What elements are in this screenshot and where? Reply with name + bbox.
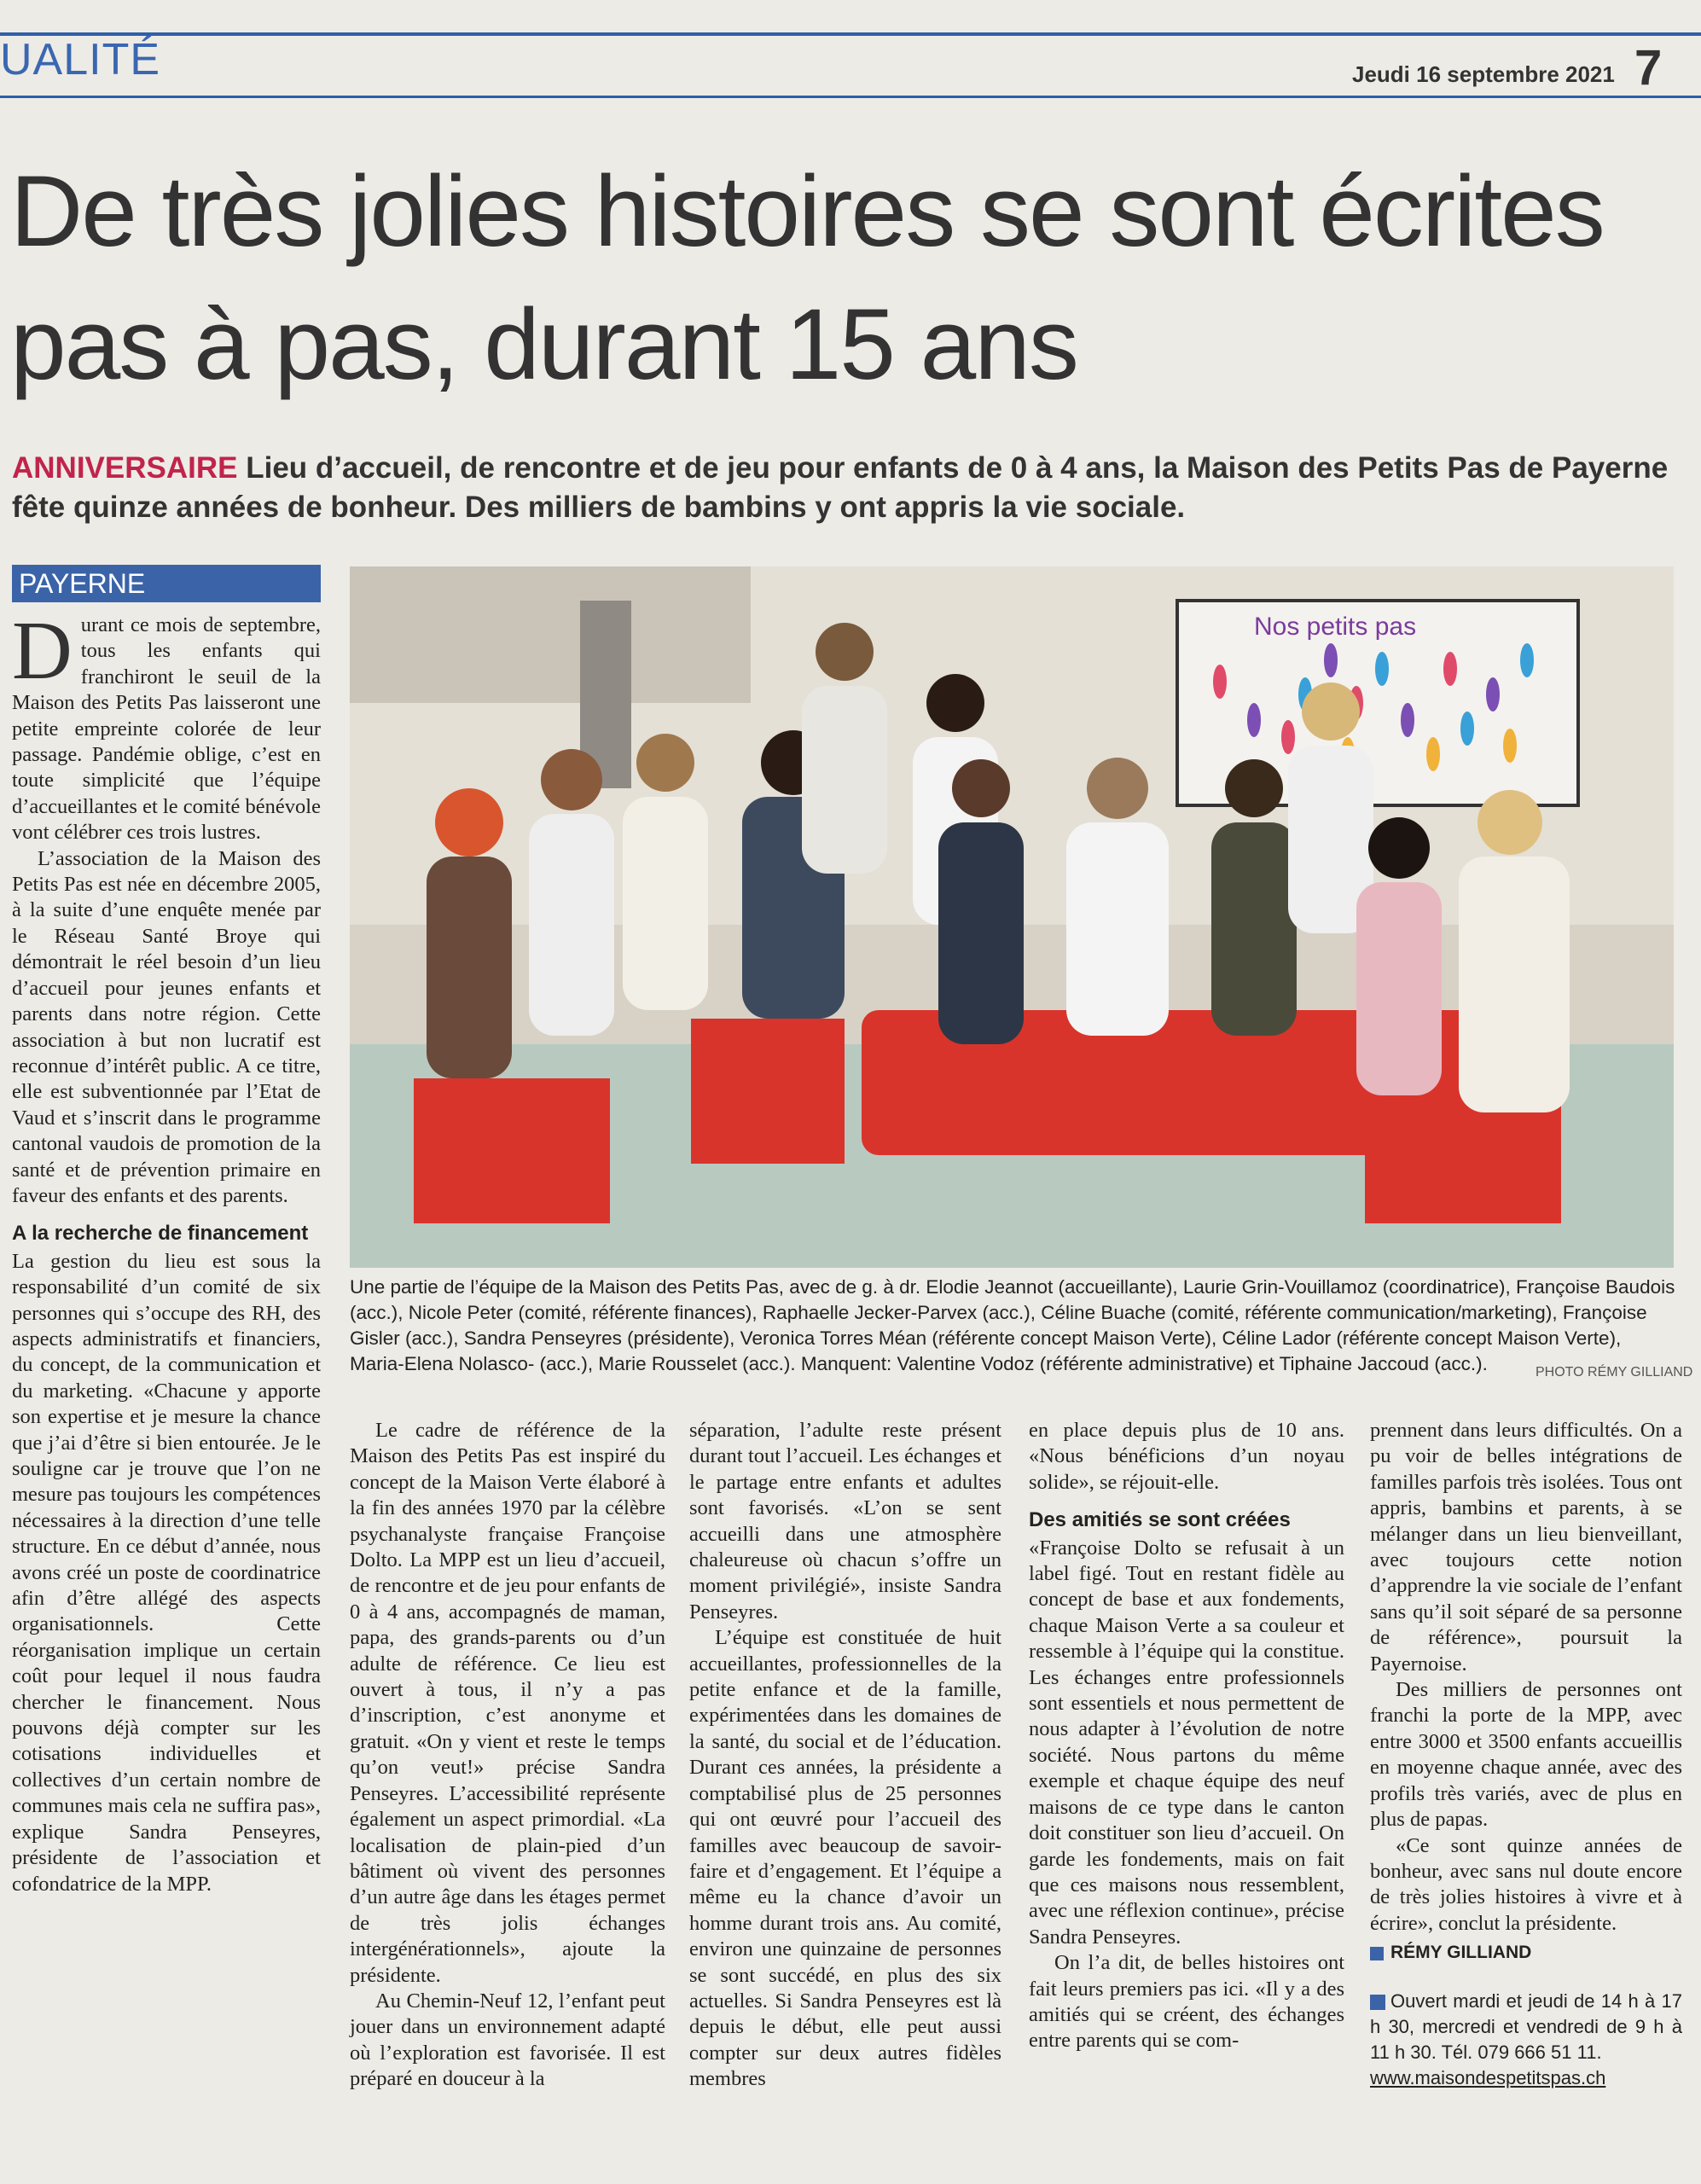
article-paragraph: Des milliers de personnes ont franchi la porte de la MPP, avec entre 3000 et 3500 enfants accueillis en moyenne chaque année, avec des profils très variés, avec de plus en plus de papas. — [1370, 1678, 1682, 1832]
article-column-5 — [1370, 1418, 1682, 2091]
article-paragraph: «Françoise Dolto se refusait à un label figé. Tout en restant fidèle au concept de base et aux fondements, chaque Maison Verte a sa couleur et ressemble à l’équipe qui la constitue. Les échanges entre professionnels sont essentiels et nous permettent de nous adapter à l’évolution de notre société. Nous partons du même exemple et chaque équipe des neuf maisons de ce type dans le canton doit constituer son lieu d’accueil. On garde les fondements, mais on fait que ces maisons nous ressemblent, avec une réflexion continue», précise Sandra Penseyres. — [1029, 1536, 1344, 1949]
wall-sign: Nos petits pas — [1254, 613, 1417, 641]
article-paragraph: On l’a dit, de belles histoires ont fait leurs premiers pas ici. «Il y a des amitiés qui se créent, des échanges entre parents qui se com- — [1029, 1951, 1344, 2053]
signature-square-icon — [1370, 1947, 1384, 1960]
article-column-3 — [689, 1418, 1001, 2093]
article-paragraph: Durant ce mois de septembre, tous les enfants qui franchiront le seuil de la Maison des Petits Pas laisseront une petite empreinte colorée de leur passage. Pandémie oblige, c’est en toute simplicité que l’équipe d’accueillantes et le comité bénévole vont célébrer ces trois lustres. — [12, 605, 321, 845]
team-photo — [350, 566, 1674, 1268]
header-top-rule — [0, 32, 1701, 36]
author-signature: RÉMY GILLIAND — [1370, 1940, 1682, 1966]
article-paragraph: L’équipe est constituée de huit accueillantes, professionnelles de la petite enfance et de la famille, expérimentées dans les domaines de la santé, du social et de l’éducation. Durant ces années, la présidente a comptabilisé plus de 25 personnes qui ont œuvré pour l’accueil des familles avec beaucoup de savoir-faire et d’engagement. Et l’équipe a même eu la chance d’avoir un homme durant trois ans. Au comité, environ une quinzaine de personnes se sont succédé, en plus des six actuelles. Si Sandra Penseyres est là depuis le début, elle peut aussi compter sur deux autres fidèles membres — [689, 1626, 1001, 2091]
article-column-2 — [350, 1418, 665, 2093]
article-paragraph: prennent dans leurs difficultés. On a pu voir de belles intégrations de familles parfois très isolées. Tous ont appris, bambins et parents, à se mélanger dans un lieu bienveillant, avec toujours cette notion d’apprendre la vie sociale de l’enfant sans qu’il soit séparé de sa personne de référence», poursuit la Payernoise. — [1370, 1419, 1682, 1676]
lead-kicker: ANNIVERSAIRE — [12, 451, 238, 485]
article-paragraph: en place depuis plus de 10 ans. «Nous bénéficions d’un noyau solide», se réjouit-elle. — [1029, 1419, 1344, 1494]
article-paragraph: L’association de la Maison des Petits Pas est née en décembre 2005, à la suite d’une enquête menée par le Réseau Santé Broye qui démontrait le réel besoin d’un lieu d’accueil pour jeunes enfants et parents dans notre région. Cette association à but non lucratif est reconnue d’intérêt public. A ce titre, elle est subventionnée par l’Etat de Vaud et s’inscrit dans le programme cantonal vaudois de promotion de la santé et de prévention primaire en faveur des enfants et des parents. — [12, 846, 321, 1207]
article-column-1 — [12, 605, 321, 1897]
article-paragraph: La gestion du lieu est sous la responsabilité d’un comité de six personnes qui s’occupe des RH, des aspects administratifs et financiers, du concept, de la communication et du marketing. «Chacune y apporte son expertise et je mesure la chance que j’ai d’être si bien entourée. Je le souligne car je trouve que l’on ne mesure pas toujours les compétences nécessaires à la direction d’une telle structure. En ce début d’année, nous avons créé un poste de coordinatrice afin d’être allégé des aspects organisationnels. Cette réorganisation implique un certain coût pour lequel il nous faudra chercher le financement. Nous pouvons déjà compter sur les cotisations individuelles et collectives d’un certain nombre de communes mais cela ne suffira pas», explique Sandra Penseyres, présidente de l’association et cofondatrice de la MPP. — [12, 1249, 321, 1896]
website-link[interactable]: www.maisondespetitspas.ch — [1370, 2066, 1606, 2088]
subheading-amities: Des amitiés se sont créées — [1029, 1508, 1291, 1532]
photo-credit: PHOTO RÉMY GILLIAND — [1536, 1365, 1693, 1380]
team-photo-illustration — [350, 566, 1674, 1268]
info-hours: Ouvert mardi et jeudi de 14 h à 17 h 30, mercredi et vendredi de 9 h à 11 h 30. Tél. 079 666 51 11. — [1370, 1989, 1682, 2063]
article-column-4 — [1029, 1418, 1344, 2054]
info-pen-icon — [1370, 1995, 1385, 2010]
headline: De très jolies histoires se sont écrites pas à pas, durant 15 ans — [10, 155, 1604, 401]
subheading-financement: A la recherche de financement — [12, 1222, 309, 1246]
header-bottom-rule — [0, 96, 1701, 98]
article-paragraph: «Ce sont quinze années de bonheur, avec sans nul doute encore de très jolies histoires à vivre et à écrire», conclut la présidente. — [1370, 1833, 1682, 1935]
photo-caption: Une partie de l’équipe de la Maison des Petits Pas, avec de g. à dr. Elodie Jeannot (accueillante), Laurie Grin-Vouillamoz (coordinatrice), Françoise Baudois (acc.), Nicole Peter (comité, référente finances), Raphaelle Jecker-Parvex (acc.), Céline Buache (comité, référente communication/marketing), Françoise Gisler (acc.), Sandra Penseyres (présidente), Veronica Torres Méan (référente concept Maison Verte), Céline Lador (référente concept Maison Verte), Maria-Elena Nolasco- (acc.), Marie Rousselet (acc.). Manquent: Valentine Vodoz (référente administrative) et Tiphaine Jaccoud (acc.). — [350, 1276, 1675, 1374]
section-label: UALITÉ — [0, 35, 161, 84]
article-paragraph: séparation, l’adulte reste présent durant tout l’accueil. Les échanges et le partage entre enfants et adultes sont favorisés. «L’on se sent accueilli dans une atmosphère chaleureuse où chacun s’offre un moment privilégié», insiste Sandra Penseyres. — [689, 1419, 1001, 1623]
page-number: 7 — [1634, 40, 1663, 96]
issue-date: Jeudi 16 septembre 2021 — [1352, 61, 1615, 87]
lead-paragraph — [12, 449, 1684, 527]
location-label: PAYERNE — [12, 565, 321, 602]
article-paragraph: Le cadre de référence de la Maison des Petits Pas est inspiré du concept de la Maison Verte élaboré à la fin des années 1970 par la célèbre psychanalyste française Françoise Dolto. La MPP est un lieu d’accueil, de rencontre et de jeu pour enfants de 0 à 4 ans, accompagnés de maman, papa, des grands-parents ou d’un adulte de référence. Ce lieu est ouvert à tous, il n’y a pas d’inscription, c’est anonyme et gratuit. «On y vient et reste le temps qu’on veut!» précise Sandra Penseyres. L’accessibilité représente également un aspect primordial. «La localisation de plain-pied d’un bâtiment où vivent des personnes d’un autre âge dans les étages permet de très jolis échanges intergénérationnels», ajoute la présidente. — [350, 1419, 665, 1987]
article-paragraph: Au Chemin-Neuf 12, l’enfant peut jouer dans un environnement adapté où l’exploration est favorisée. Il est préparé en douceur à la — [350, 1989, 665, 2091]
info-box — [1370, 1989, 1682, 2091]
drop-cap: D — [12, 605, 73, 697]
lead-text: Lieu d’accueil, de rencontre et de jeu pour enfants de 0 à 4 ans, la Maison des Petits Pas de Payerne fête quinze années de bonheur. Des milliers de bambins y ont appris la vie sociale. — [12, 451, 1669, 524]
